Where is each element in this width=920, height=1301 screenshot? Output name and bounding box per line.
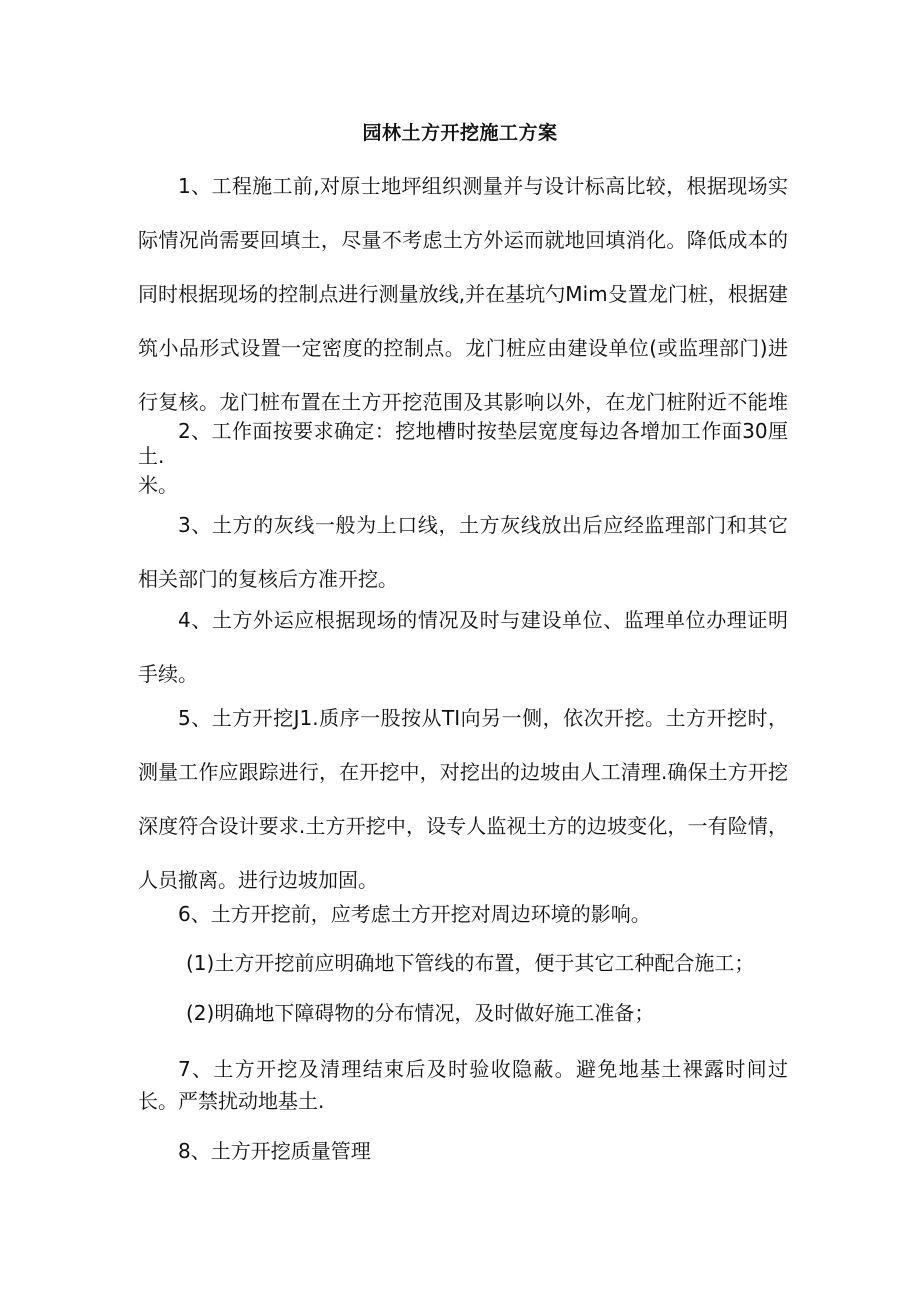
paragraph-6-item-2: (2)明确地下障碍物的分布情况，及时做好施工准备； <box>186 1001 655 1025</box>
paragraph-5: 5、土方开挖J1.质序一股按从TI向另一侧，依次开挖。土方开挖时，测量工作应跟踪进行，在开挖中，对挖出的边坡由人工清理.确保土方开挖深度符合设计要求.土方开挖中，设专人监视土方的边坡变化，一有险情，人员撤离。进行边坡加固。 <box>138 706 788 892</box>
paragraph-6: 6、土方开挖前，应考虑土方开挖对周边环境的影响。 <box>178 902 651 926</box>
paragraph-2: 2、工作面按要求确定：挖地槽时按垫层宽度每边各增加工作面30厘米。 <box>138 419 788 497</box>
paragraph-4: 4、土方外运应根据现场的情况及时与建设单位、监理单位办理证明手续。 <box>138 608 788 686</box>
paragraph-1: 1、工程施工前,对原士地坪组织测量并与设计标高比较，根据现场实际情况尚需要回填土，尽量不考虑土方外运而就地回填消化。降低成本的同时根据现场的控制点进行测量放线,并在基坑勺Mim殳置龙门桩，根据建筑小品形式设置一定密度的控制点。龙门桩应由建设单位(或监理部门)进行复核。龙门桩布置在土方开挖范围及其影响以外，在龙门桩附近不能堆土. <box>138 174 788 468</box>
paragraph-8: 8、土方开挖质量管理 <box>178 1139 371 1163</box>
paragraph-3: 3、土方的灰线一般为上口线，土方灰线放出后应经监理部门和其它相关部门的复核后方准开挖。 <box>138 513 788 591</box>
paragraph-7: 7、土方开挖及清理结束后及时验收隐蔽。避免地基土裸露时间过长。严禁扰动地基土. <box>138 1057 788 1113</box>
paragraph-6-item-1: (1)土方开挖前应明确地下管线的布置，便于其它工种配合施工； <box>186 951 755 975</box>
document-title: 园林土方开挖施工方案 <box>362 122 558 144</box>
